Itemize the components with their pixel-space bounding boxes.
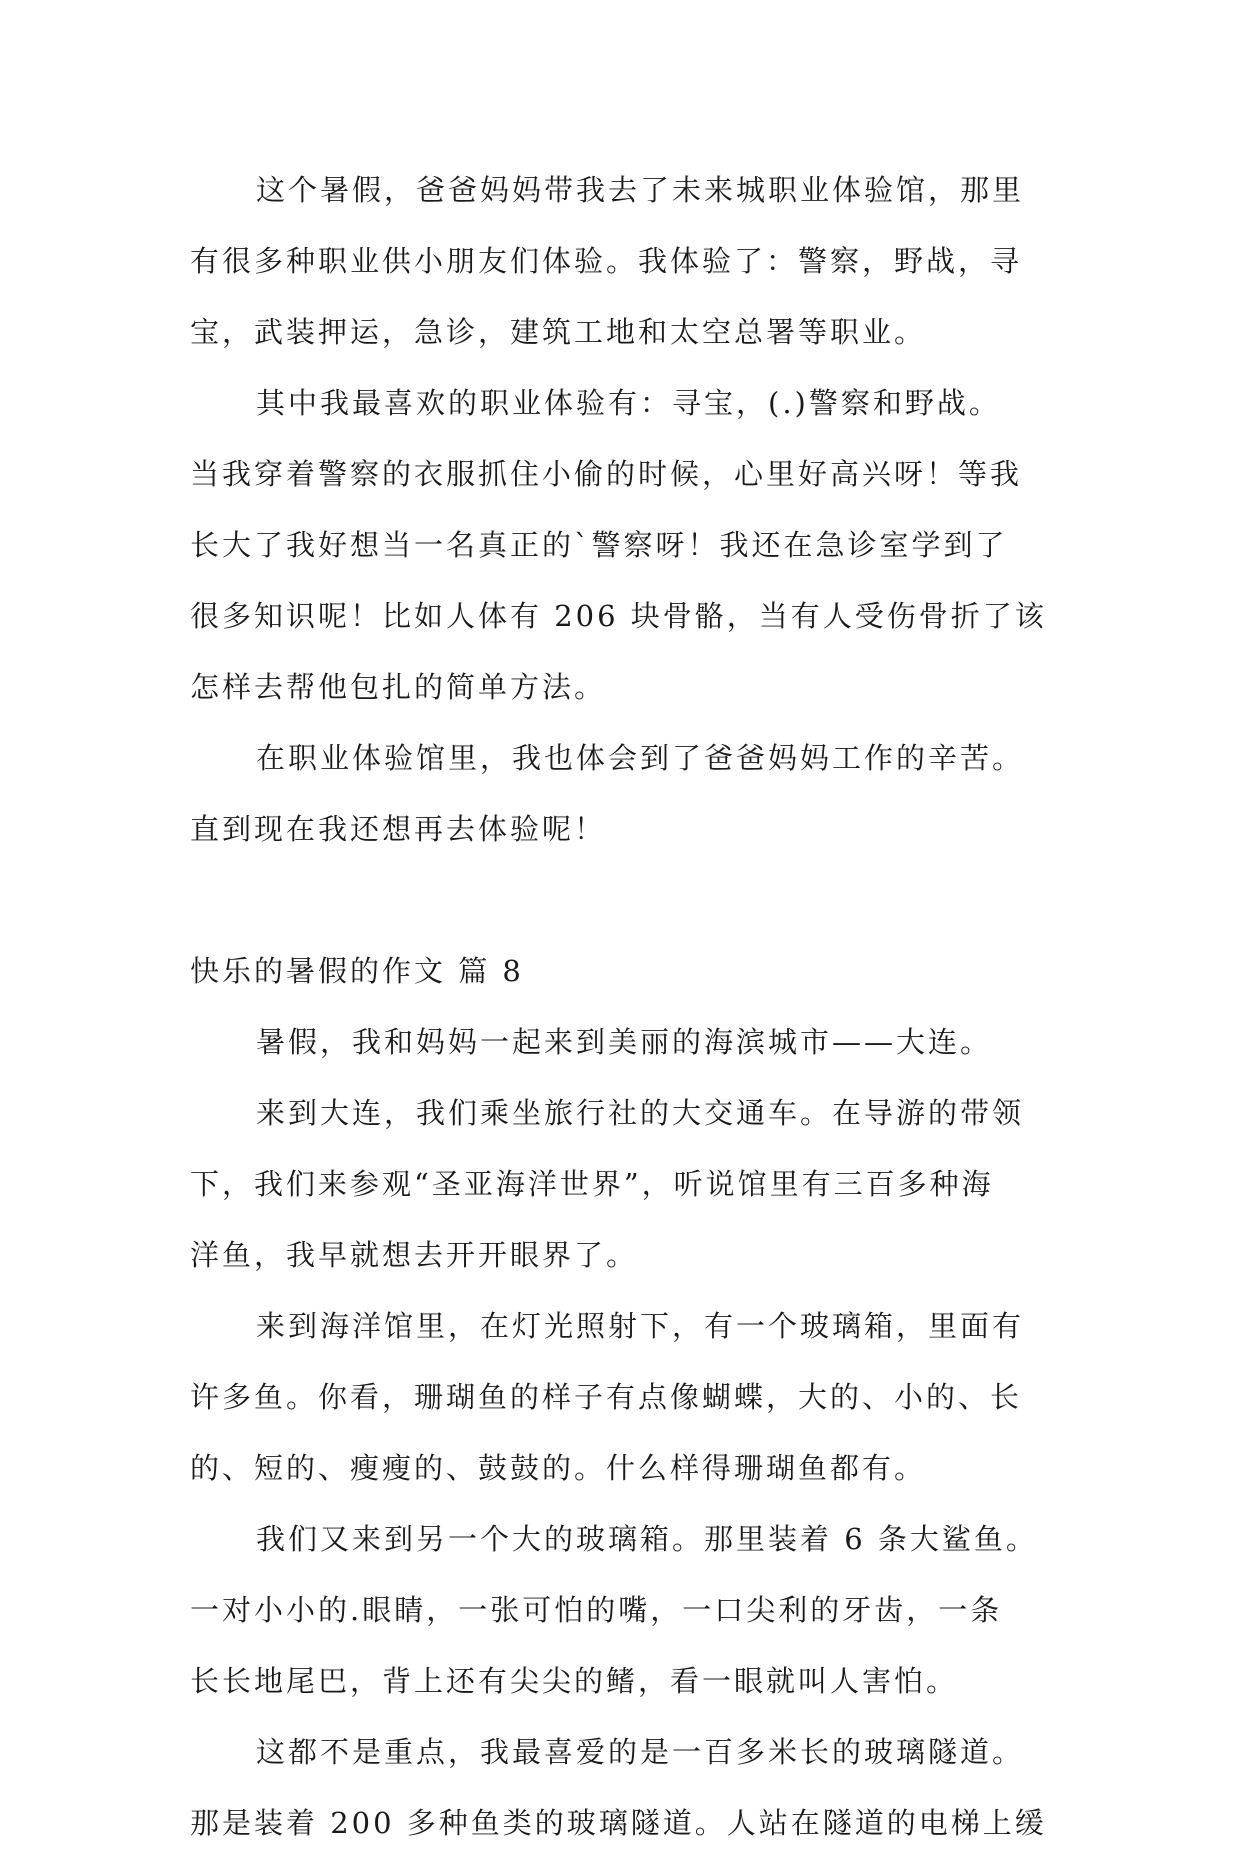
paragraph-line: 其中我最喜欢的职业体验有：寻宝，(.)警察和野战。	[256, 386, 1001, 420]
paragraph-line: 下，我们来参观“圣亚海洋世界”，听说馆里有三百多种海	[190, 1167, 994, 1201]
paragraph-line: 直到现在我还想再去体验呢！	[190, 812, 607, 846]
paragraph-line: 暑假，我和妈妈一起来到美丽的海滨城市——大连。	[256, 1025, 993, 1059]
document-body	[190, 155, 1070, 1859]
paragraph-line: 有很多种职业供小朋友们体验。我体验了：警察，野战，寻	[190, 244, 1023, 278]
paragraph-line: 宝，武装押运，急诊，建筑工地和太空总署等职业。	[190, 315, 927, 349]
paragraph-line: 当我穿着警察的衣服抓住小偷的时候，心里好高兴呀！等我	[190, 457, 1023, 491]
paragraph-line: 来到海洋馆里，在灯光照射下，有一个玻璃箱，里面有	[256, 1309, 1025, 1343]
paragraph-line: 这都不是重点，我最喜爱的是一百多米长的玻璃隧道。	[256, 1735, 1025, 1769]
paragraph-line: 洋鱼，我早就想去开开眼界了。	[190, 1238, 639, 1272]
paragraph-line: 长大了我好想当一名真正的`警察呀！我还在急诊室学到了	[190, 528, 1008, 562]
paragraph-line: 在职业体验馆里，我也体会到了爸爸妈妈工作的辛苦。	[256, 741, 1025, 775]
paragraph-line: 许多鱼。你看，珊瑚鱼的样子有点像蝴蝶，大的、小的、长	[190, 1380, 1023, 1414]
paragraph-line: 一对小小的.眼睛，一张可怕的嘴，一口尖利的牙齿，一条	[190, 1593, 1003, 1627]
paragraph-line: 我们又来到另一个大的玻璃箱。那里装着 6 条大鲨鱼。	[256, 1522, 1038, 1556]
paragraph-line: 很多知识呢！比如人体有 206 块骨骼，当有人受伤骨折了该	[190, 599, 1047, 633]
paragraph-line: 来到大连，我们乘坐旅行社的大交通车。在导游的带领	[256, 1096, 1025, 1130]
paragraph-line: 长长地尾巴，背上还有尖尖的鳍，看一眼就叫人害怕。	[190, 1664, 959, 1698]
section-title: 快乐的暑假的作文 篇 8	[190, 954, 524, 988]
paragraph-line: 那是装着 200 多种鱼类的玻璃隧道。人站在隧道的电梯上缓	[190, 1806, 1047, 1840]
paragraph-line: 怎样去帮他包扎的简单方法。	[190, 670, 607, 704]
paragraph-line: 这个暑假，爸爸妈妈带我去了未来城职业体验馆，那里	[256, 173, 1025, 207]
section-gap	[190, 865, 1070, 936]
paragraph-line: 的、短的、瘦瘦的、鼓鼓的。什么样得珊瑚鱼都有。	[190, 1451, 927, 1485]
